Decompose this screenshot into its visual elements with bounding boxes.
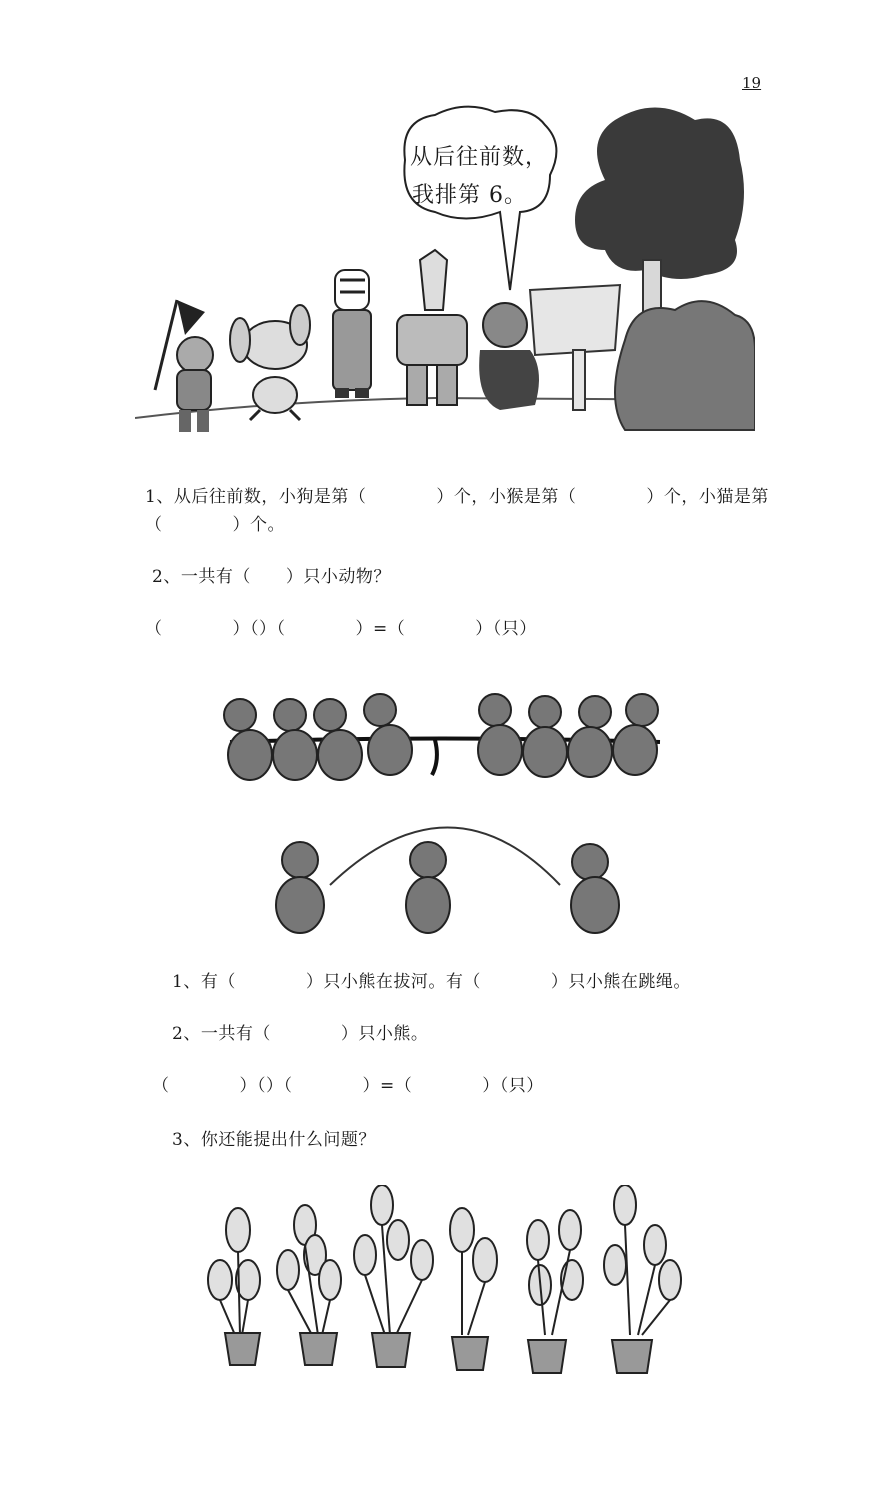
bears-question-3: 3、你还能提出什么问题？ — [172, 1130, 376, 1150]
equation-1: （ ）（）（ ）=（ ）（只） — [145, 619, 537, 639]
equation-2: （ ）（）（ ）=（ ）（只） — [152, 1076, 544, 1096]
question-1-line-1: 1、从后往前数，小狗是第（ ）个，小猴是第（ ）个，小猫是第 — [145, 487, 769, 507]
tulip-pots-illustration — [200, 1185, 700, 1385]
speech-line-1: 从后往前数， — [410, 145, 549, 170]
question-2: 2、一共有（ ）只小动物？ — [152, 567, 391, 587]
page-number: 19 — [742, 74, 762, 92]
speech-line-2: 我排第 6。 — [412, 183, 527, 208]
bears-question-1: 1、有（ ）只小熊在拔河。有（ ）只小熊在跳绳。 — [172, 972, 691, 992]
tug-of-war-illustration — [210, 680, 680, 790]
bears-question-2: 2、一共有（ ）只小熊。 — [172, 1024, 429, 1044]
jump-rope-illustration — [260, 800, 640, 940]
question-1-line-2: （ ）个。 — [145, 515, 285, 535]
